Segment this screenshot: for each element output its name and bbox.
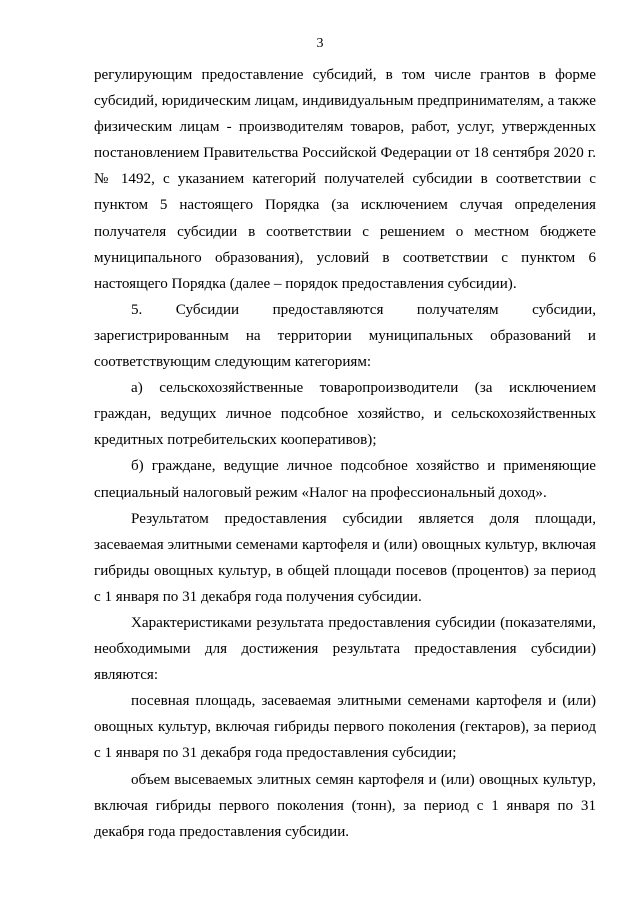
paragraph-sown-area: посевная площадь, засеваемая элитными семенами картофеля и (или) овощных культур, включая гибриды первого поколения (гектаров), за период с 1 января по 31 декабря года предоставления субсидии; bbox=[94, 693, 596, 762]
paragraph-characteristics: Характеристиками результата предоставления субсидии (показателями, необходимыми для достижения результата предоставления субсидии) являются: bbox=[94, 614, 596, 684]
paragraph-seed-volume: объем высеваемых элитных семян картофеля и (или) овощных культур, включая гибриды первого поколения (тонн), за период с 1 января по 31 декабря года предоставления субсидии. bbox=[94, 771, 596, 840]
paragraph-item-5: 5. Субсидии предоставляются получателям субсидии, зарегистрированным на территории муниципальных образований и соответствующим следующим категориям: bbox=[94, 301, 600, 371]
paragraph-result: Результатом предоставления субсидии является доля площади, засеваемая элитными семенами картофеля и (или) овощных культур, включая гибриды овощных культур, в общей площади посевов (процентов) за период с 1 января по 31 декабря года получения субсидии. bbox=[94, 510, 596, 605]
document-body bbox=[94, 62, 600, 845]
paragraph-category-a: а) сельскохозяйственные товаропроизводители (за исключением граждан, ведущих личное подсобное хозяйство, и сельскохозяйственных кредитных потребительских кооперативов); bbox=[94, 380, 596, 449]
page-number: 3 bbox=[316, 36, 324, 51]
paragraph-continuation: регулирующим предоставление субсидий, в том числе грантов в форме субсидий, юридическим лицам, индивидуальным предпринимателям, а также физическим лицам - производителям товаров, работ, услуг, утвержденных постановлением Правительства Российской Федерации от 18 сентября 2020 г. № 1492, с указанием категорий получателей субсидии в соответствии с пунктом 5 настоящего Порядка (за исключением случая определения получателя субсидии в соответствии с решением о местном бюджете муниципального образования), условий в соответствии с пунктом 6 настоящего Порядка (далее – порядок предоставления субсидии). bbox=[94, 67, 596, 292]
paragraph-category-b: б) граждане, ведущие личное подсобное хозяйство и применяющие специальный налоговый режим «Налог на профессиональный доход». bbox=[94, 458, 596, 501]
